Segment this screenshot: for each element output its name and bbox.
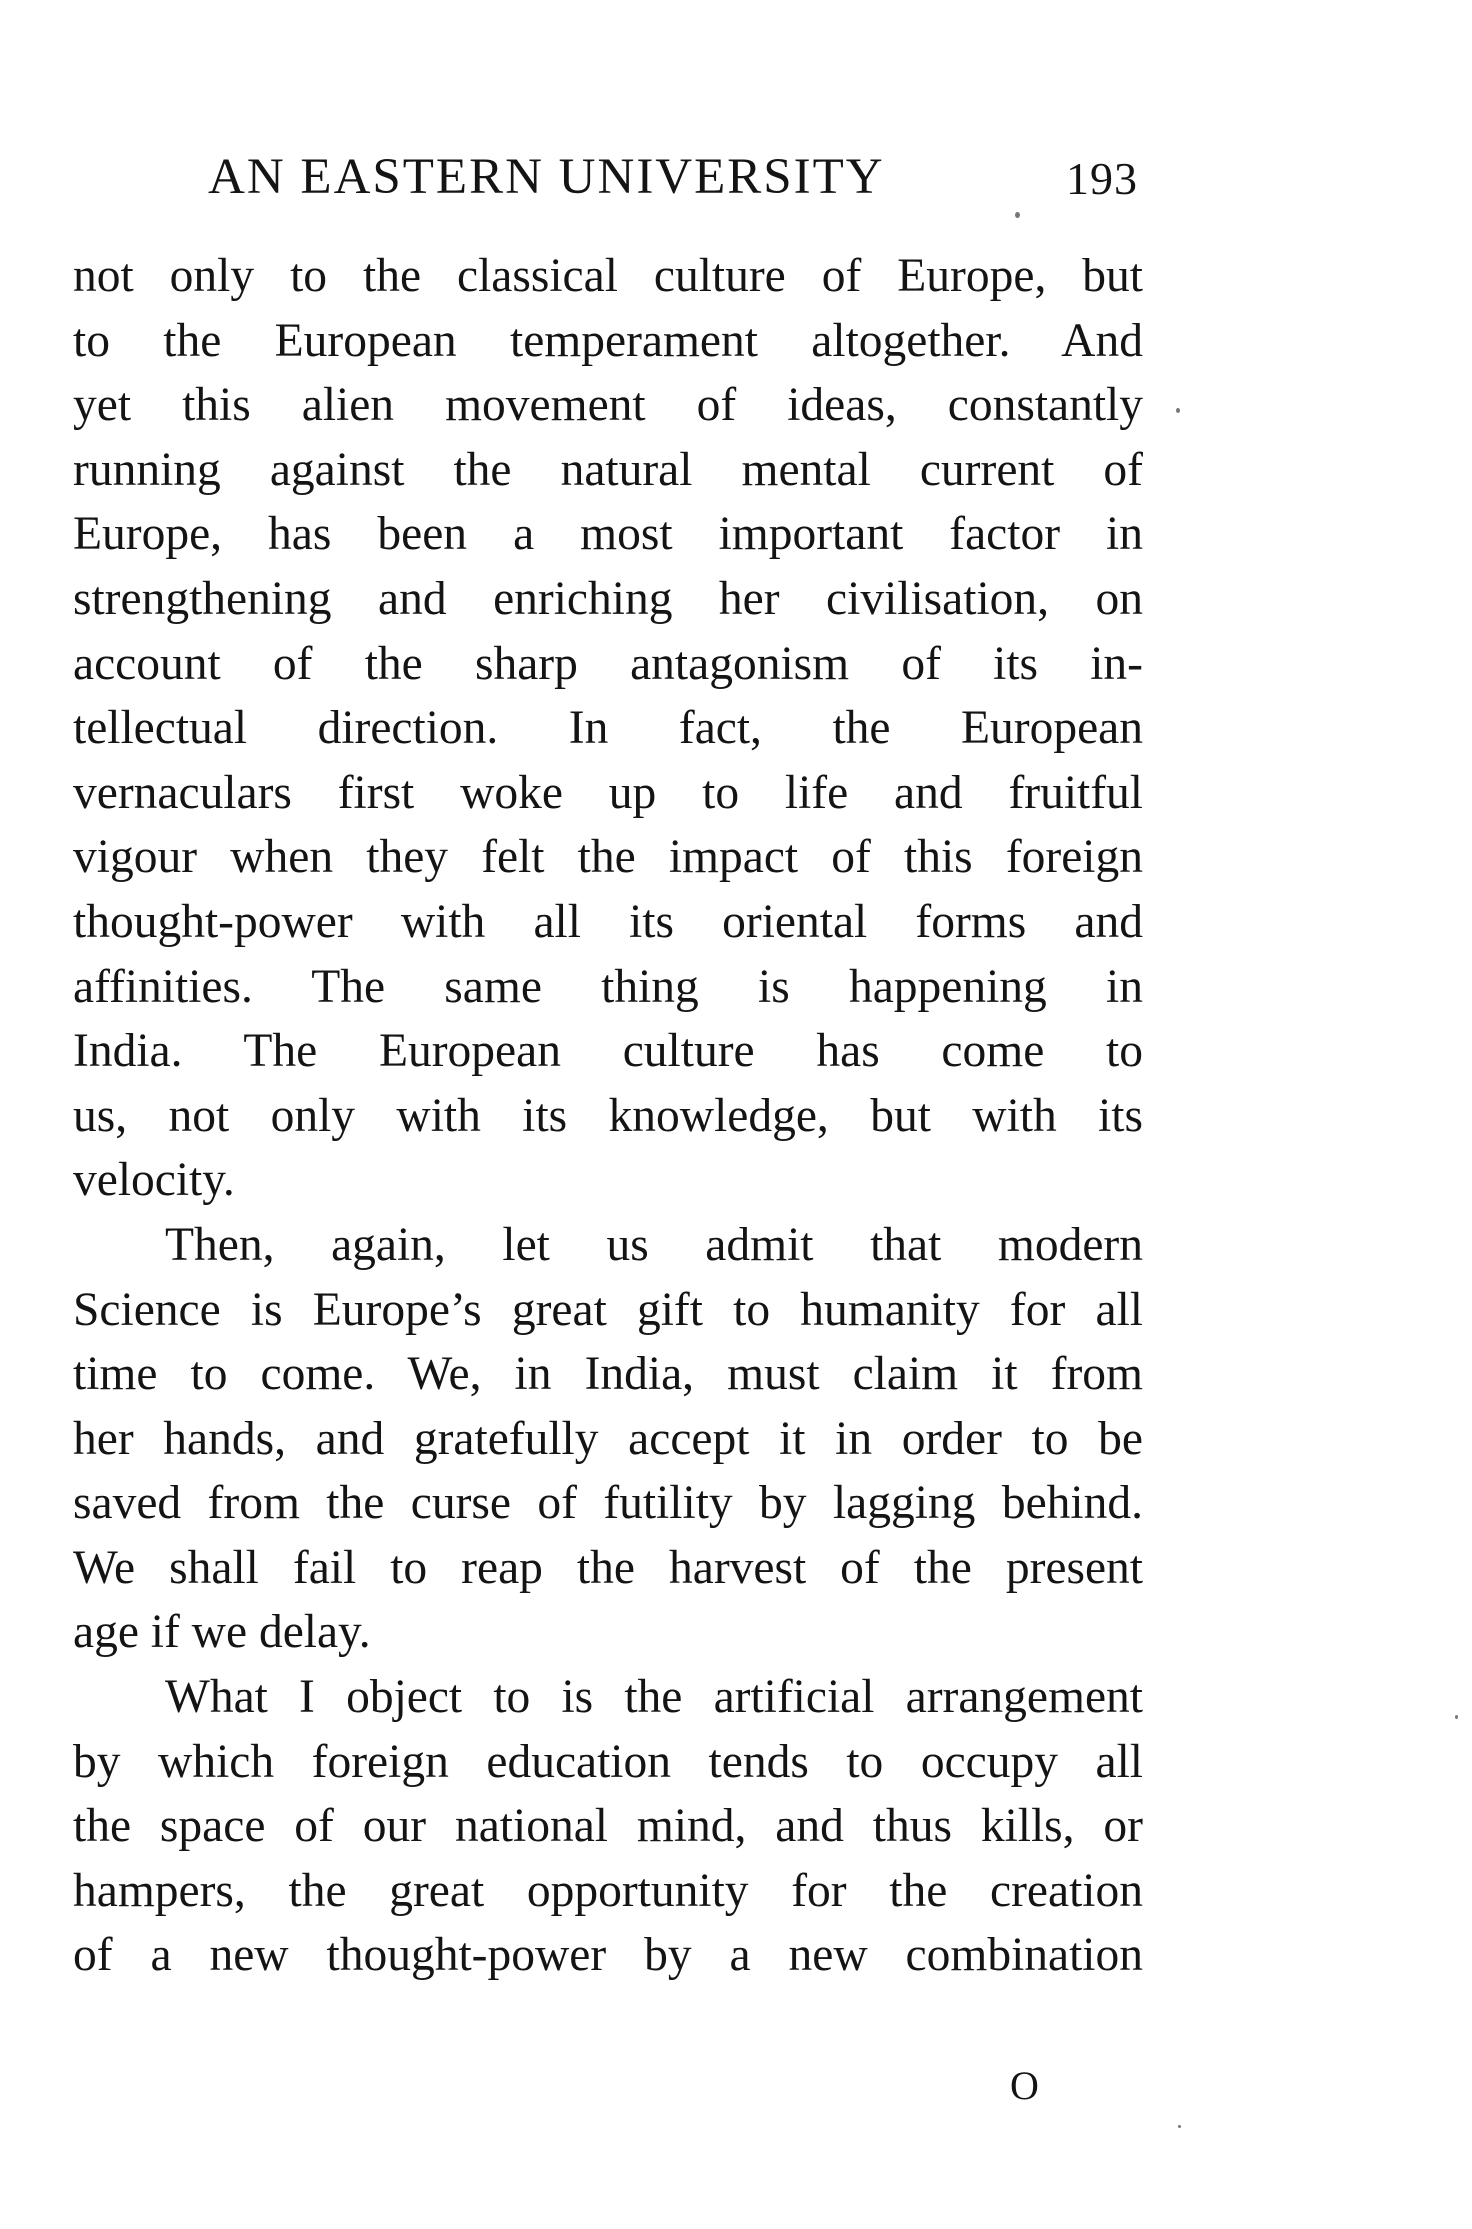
text-line: What I object to is the artificial arrangement — [165, 1671, 1143, 1724]
scan-speck — [1176, 408, 1180, 413]
text-line: by which foreign education tends to occupy all — [73, 1735, 1143, 1788]
paragraph-2 — [73, 1213, 1143, 1665]
text-line: to the European temperament altogether. And — [73, 314, 1143, 367]
text-line: strengthening and enriching her civilisation, on — [73, 572, 1143, 625]
text-line: account of the sharp antagonism of its in- — [73, 637, 1143, 690]
paragraph-1 — [73, 244, 1143, 1213]
text-line: her hands, and gratefully accept it in order to be — [73, 1412, 1143, 1465]
text-line: us, not only with its knowledge, but with its — [73, 1089, 1143, 1142]
text-line: We shall fail to reap the harvest of the present — [73, 1541, 1143, 1594]
scan-speck — [1178, 2125, 1181, 2128]
running-title: AN EASTERN UNIVERSITY — [208, 149, 885, 205]
text-line: not only to the classical culture of Europe, but — [73, 250, 1143, 302]
running-head — [208, 148, 1138, 218]
text-line: Then, again, let us admit that modern — [165, 1218, 1143, 1271]
text-line: yet this alien movement of ideas, constantly — [73, 379, 1143, 432]
scan-speck — [1455, 1715, 1458, 1719]
text-line: of a new thought-power by a new combination — [73, 1929, 1143, 1982]
text-line: the space of our national mind, and thus kills, or — [73, 1800, 1143, 1853]
signature-mark: O — [1010, 2063, 1039, 2108]
paragraph-3 — [73, 1665, 1143, 1988]
text-line: affinities. The same thing is happening in — [73, 960, 1143, 1013]
text-line: running against the natural mental current of — [73, 443, 1143, 496]
text-line: tellectual direction. In fact, the European — [73, 702, 1143, 755]
text-line: time to come. We, in India, must claim it from — [73, 1348, 1143, 1401]
text-line: age if we delay. — [73, 1606, 371, 1659]
text-line: Europe, has been a most important factor in — [73, 508, 1143, 561]
scan-speck — [1015, 212, 1020, 218]
text-line: vigour when they felt the impact of this foreign — [73, 831, 1143, 884]
text-line: India. The European culture has come to — [73, 1025, 1143, 1078]
text-line: velocity. — [73, 1154, 235, 1207]
page-number: 193 — [1066, 153, 1138, 204]
text-line: Science is Europe’s great gift to humanity for all — [73, 1283, 1143, 1336]
text-line: hampers, the great opportunity for the creation — [73, 1864, 1143, 1917]
text-line: vernaculars first woke up to life and fruitful — [73, 766, 1143, 819]
body-text — [73, 244, 1143, 1988]
text-line: thought-power with all its oriental forms and — [73, 895, 1143, 948]
text-line: saved from the curse of futility by lagging behind. — [73, 1477, 1143, 1530]
